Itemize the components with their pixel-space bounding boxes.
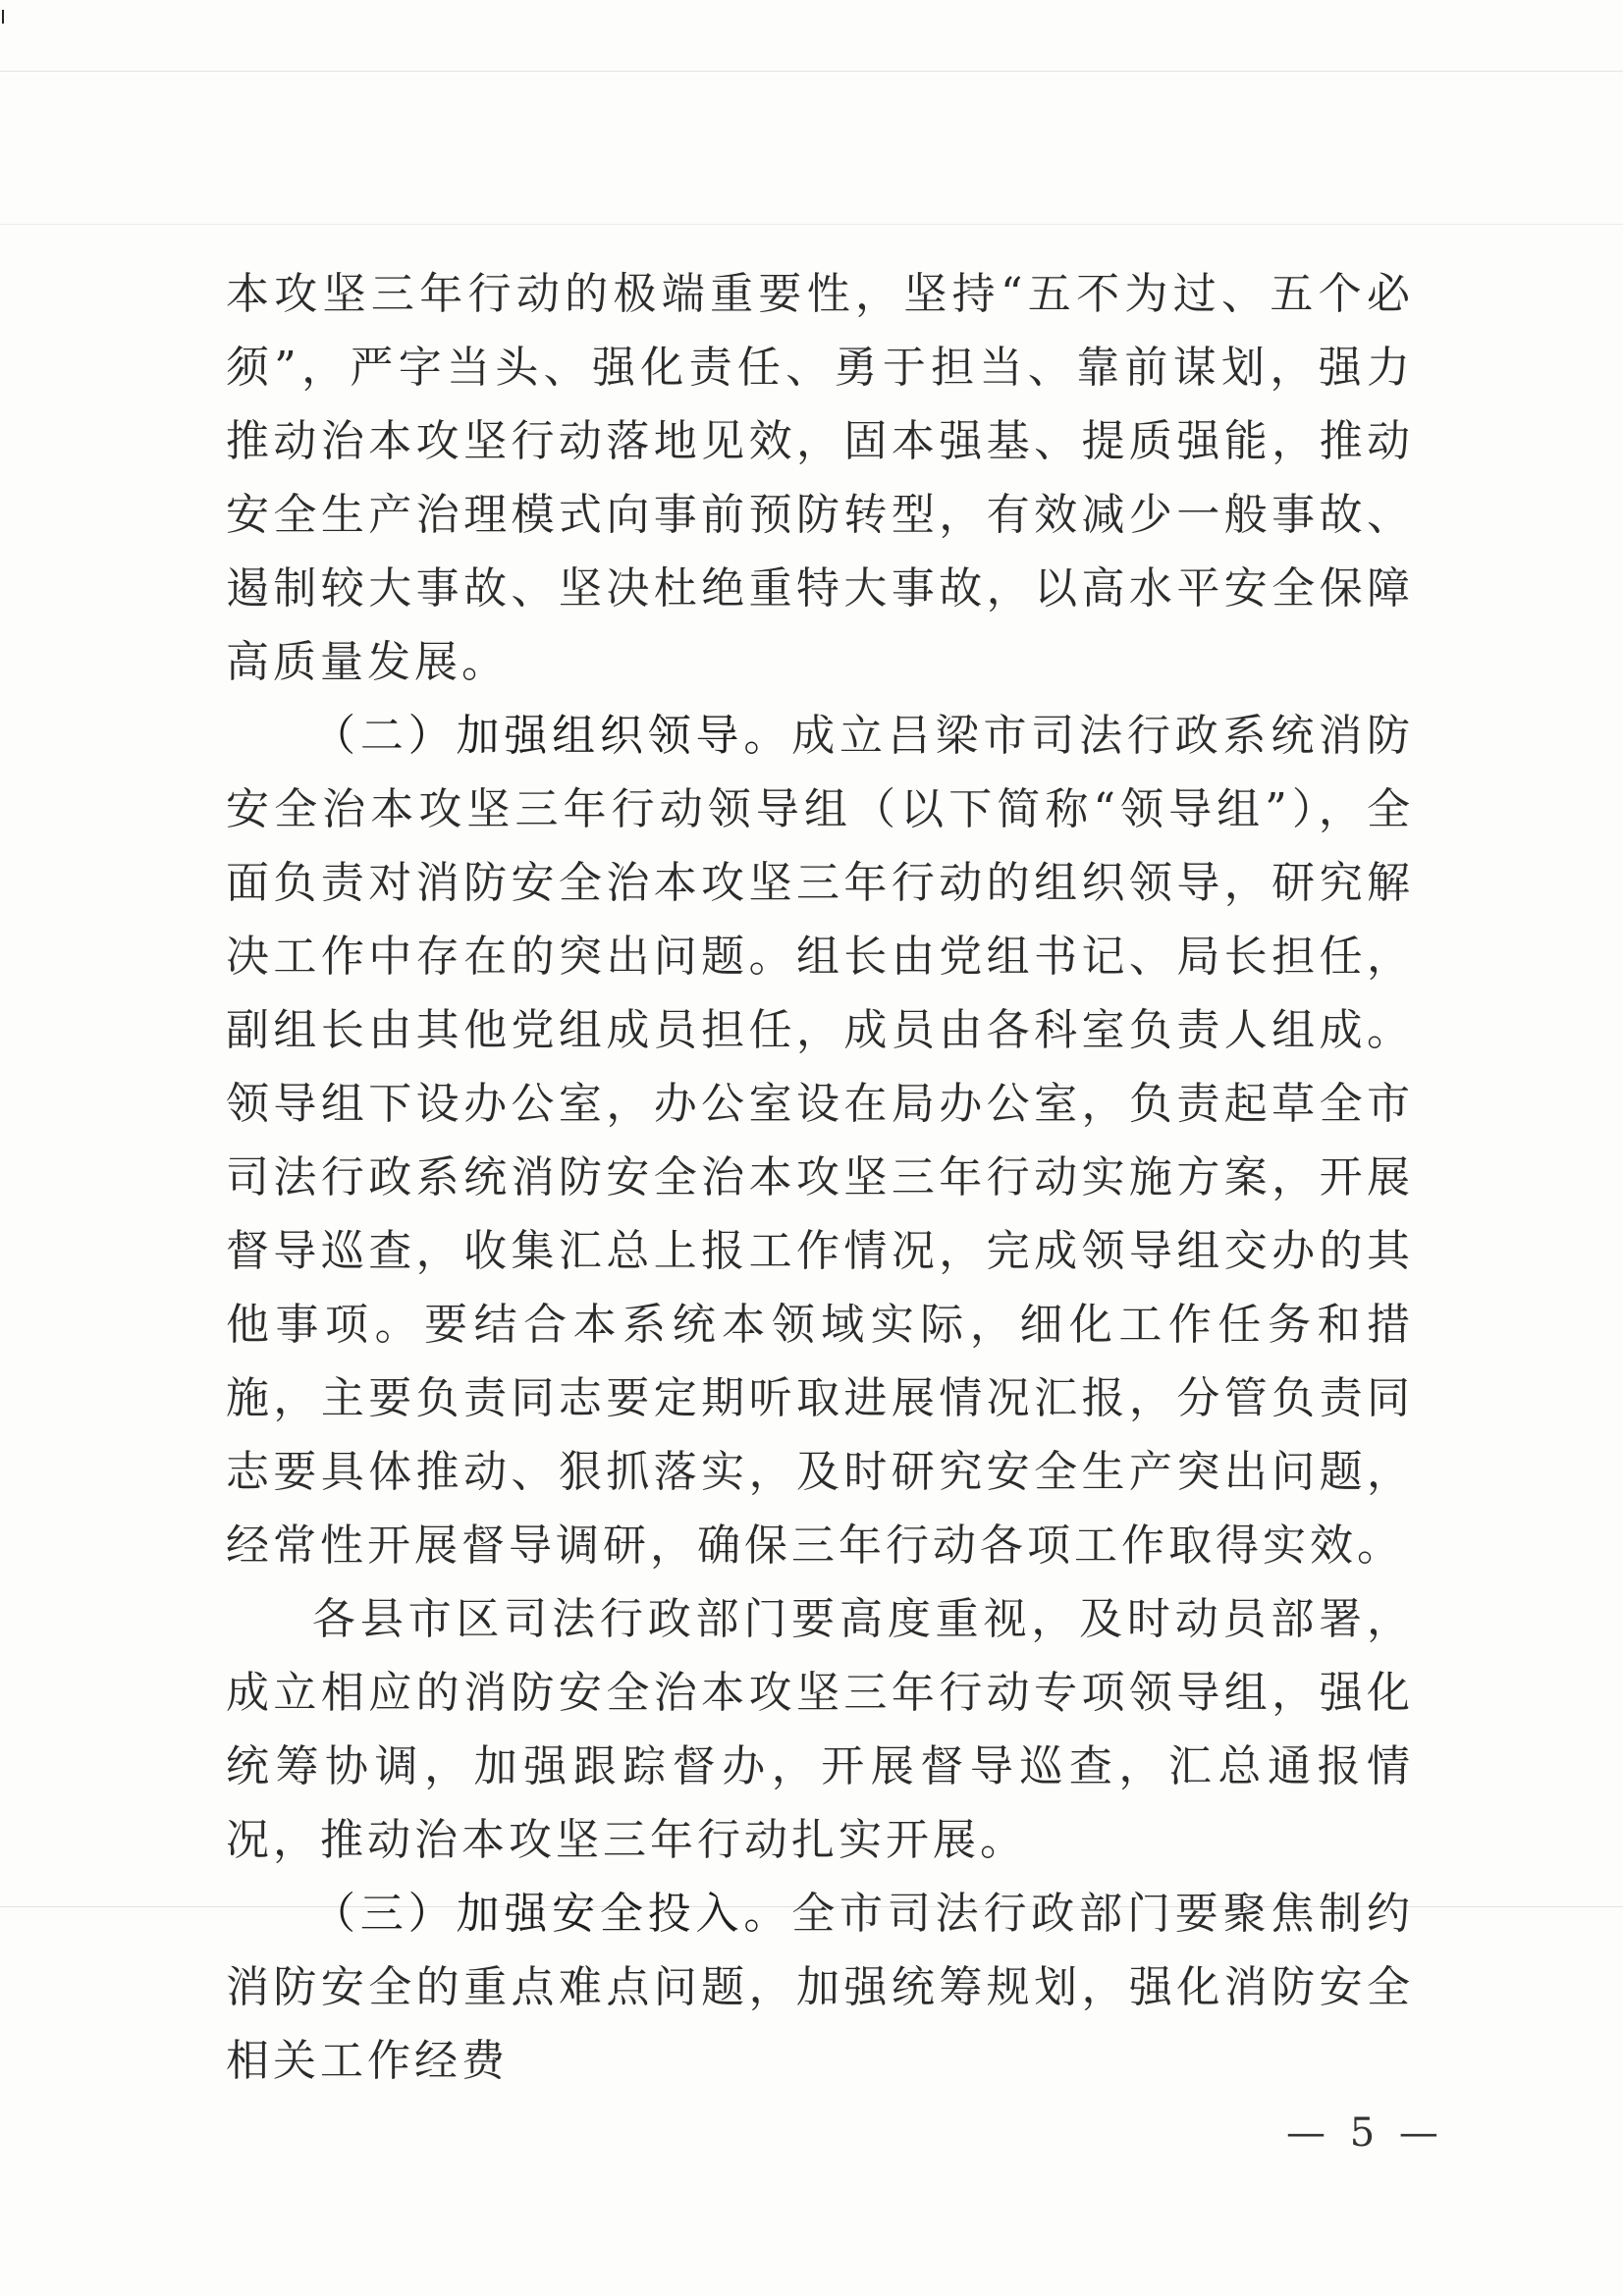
paragraph-2 xyxy=(226,699,1414,1582)
page-number: — 5 — xyxy=(1286,2110,1444,2156)
paragraph-heading: （三）加强安全投入。 xyxy=(312,1889,792,1939)
paragraph-text: 本攻坚三年行动的极端重要性，坚持“五不为过、五个必须”，严字当头、强化责任、勇于担当、靠前谋划，强力推动治本攻坚行动落地见效，固本强基、提质强能，推动安全生产治理模式向事前预防转型，有效减少一般事故、遏制较大事故、坚决杜绝重特大事故，以高水平安全保障高质量发展。 xyxy=(226,269,1414,687)
paragraph-4 xyxy=(226,1877,1414,2098)
paragraph-3 xyxy=(226,1582,1414,1877)
body-text xyxy=(226,257,1414,2098)
paragraph-text: 全市司法行政部门要聚焦制约消防安全的重点难点问题，加强统筹规划，强化消防安全相关工作经费 xyxy=(226,1889,1415,2086)
paragraph-1 xyxy=(226,257,1414,699)
scan-artifact-line xyxy=(0,71,1623,72)
scan-artifact-line xyxy=(0,224,1623,225)
scan-edge-mark xyxy=(2,10,4,24)
paragraph-text: 各县市区司法行政部门要高度重视，及时动员部署，成立相应的消防安全治本攻坚三年行动专项领导组，强化统筹协调，加强跟踪督办，开展督导巡查，汇总通报情况，推动治本攻坚三年行动扎实开展。 xyxy=(226,1594,1414,1865)
paragraph-text: 成立吕梁市司法行政系统消防安全治本攻坚三年行动领导组（以下简称“领导组”），全面负责对消防安全治本攻坚三年行动的组织领导，研究解决工作中存在的突出问题。组长由党组书记、局长担任，副组长由其他党组成员担任，成员由各科室负责人组成。领导组下设办公室，办公室设在局办公室，负责起草全市司法行政系统消防安全治本攻坚三年行动实施方案，开展督导巡查，收集汇总上报工作情况，完成领导组交办的其他事项。要结合本系统本领域实际，细化工作任务和措施，主要负责同志要定期听取进展情况汇报，分管负责同志要具体推动、狠抓落实，及时研究安全生产突出问题，经常性开展督导调研，确保三年行动各项工作取得实效。 xyxy=(226,711,1415,1571)
paragraph-heading: （二）加强组织领导。 xyxy=(312,711,792,761)
